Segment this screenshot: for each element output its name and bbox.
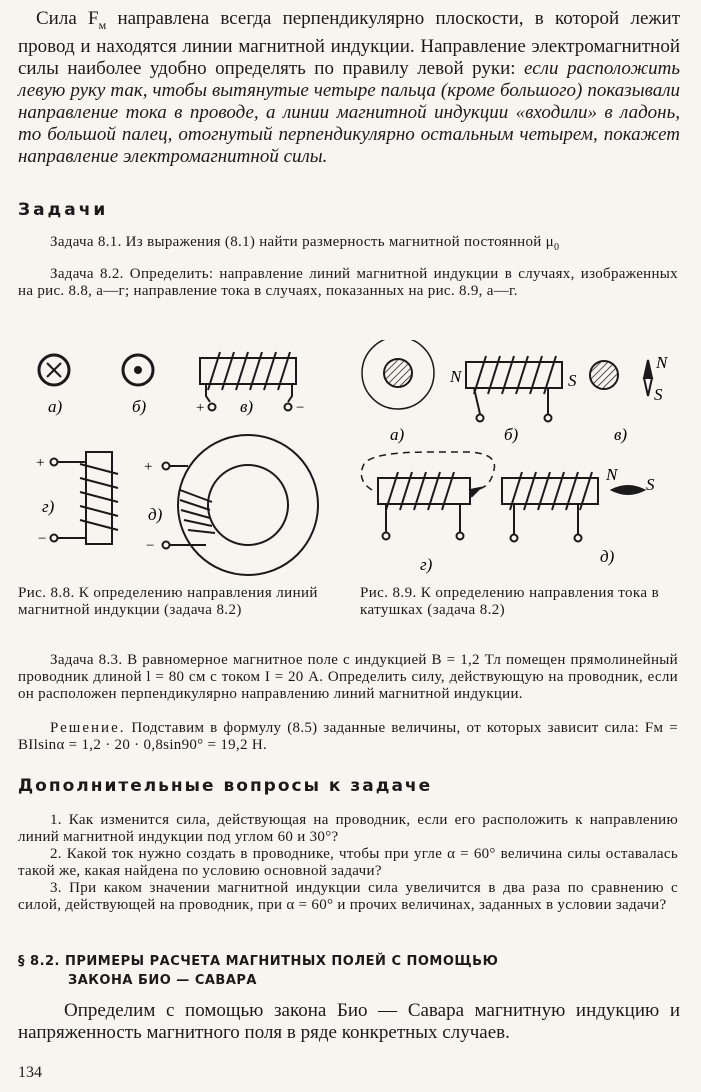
fig88-terminal-signs [36,400,304,554]
question-2: 2. Какой ток нужно создать в проводнике, чтобы при угле α = 60° величина силы оставалась такой же, какая найдена по условию основной задачи? [18,846,678,879]
section-title-line-1: § 8.2. ПРИМЕРЫ РАСЧЕТА МАГНИТНЫХ ПОЛЕЙ С ПОМОЩЬЮ [18,954,499,969]
task-8-2 [18,266,678,300]
fig89-v-north: N [656,353,668,372]
extra-questions-heading: Дополнительные вопросы к задаче [18,776,433,796]
fig89-label-b: б) [504,425,519,444]
fig88-label-b: б) [132,397,147,416]
fig88-label-d: д) [148,505,163,524]
task-8-1-label: Задача 8.1. [50,234,122,250]
fig89-b-coil [466,356,562,422]
fig89-v-conductor-compass [590,360,652,396]
solution-text: Подставим в формулу (8.5) заданные величины, от которых зависит сила: Fм = BIlsinα = 1,2 · 20 · 0,8sin90° = 19,2 Н. [18,720,678,753]
fig88-a-cross-symbol [39,355,69,385]
fig88-v-minus: − [296,400,305,416]
fig89-label-g: г) [420,555,433,574]
mu-subscript: 0 [554,242,560,253]
fig88-v-plus: + [196,400,205,416]
task-8-3 [18,652,678,703]
fig89-b-south: S [568,371,577,390]
page-number: 134 [18,1064,42,1081]
fig89-labels [390,425,627,574]
task-8-3-solution [18,720,678,754]
section-title-line-2: ЗАКОНА БИО — САВАРА [68,973,257,988]
fig88-d-toroid [163,435,319,575]
fig88-d-plus: + [144,459,153,475]
fig89-label-v: в) [614,425,628,444]
left-hand-rule: если расположить левую руку так, чтобы вытянутые четыре пальца (кроме большого) показывали направление тока в проводе, а линии магнитной индукции «входили» в ладонь, то большой палец, отогнутый перпендикулярно остальным четырем, покажет направление электромагнитной силы. [18,57,680,167]
fig89-label-a: а) [390,425,405,444]
task-8-1-text: Из выражения (8.1) найти размерность магнитной постоянной μ [121,234,555,250]
fig88-label-v: в) [240,397,254,416]
fig89-d-north: N [606,465,618,484]
question-3: 3. При каком значении магнитной индукции сила увеличится в два раза по сравнению с силой, действующей на проводник, при α = 60° и прочих величинах, заданных в условии задачи? [18,880,678,913]
force-subscript: м [98,17,107,32]
section-title [18,952,678,990]
fig88-label-a: а) [48,397,63,416]
fig89-caption: Рис. 8.9. К определению направления тока в катушках (задача 8.2) [360,585,660,618]
fig89-v-south: S [654,385,663,404]
fig88-d-minus: − [146,538,155,554]
closing-paragraph: Определим с помощью закона Био — Савара магнитную индукцию и напряженность магнитного поля в ряде конкретных случаев. [18,1000,680,1043]
intro-paragraph [18,8,680,168]
fig89-pole-letters [449,353,669,494]
fig89-g-coil [361,452,494,540]
fig88-g-minus: − [38,531,47,547]
solution-label: Решение. [50,720,126,736]
fig88-g-plus: + [36,455,45,471]
fig89-a-conductor [362,340,434,409]
question-1: 1. Как изменится сила, действующая на проводник, если его расположить к направлению линий магнитной индукции под углом 60 и 30°? [18,812,678,845]
fig88-caption: Рис. 8.8. К определению направления линий магнитной индукции (задача 8.2) [18,585,318,618]
intro-text-2: направлена всегда перпендикулярно плоскости, в которой лежит провод и находятся линии магнитной индукции. Направление электромагнитной силы наиболее удобно определять по правилу левой руки: [18,8,681,79]
task-8-1 [18,234,678,256]
fig88-label-g: г) [42,497,55,516]
fig89-label-d: д) [600,547,615,566]
fig89-d-coil [502,472,644,542]
intro-text-1: Сила F [36,8,99,29]
fig88-g-coil [51,452,119,544]
fig88-b-dot-symbol [123,355,153,385]
task-8-3-label: Задача 8.3. [50,652,123,668]
fig89-b-north: N [450,367,462,386]
figures-8-8-8-9 [0,340,701,590]
task-8-2-label: Задача 8.2. [50,266,124,282]
tasks-heading: Задачи [18,200,109,220]
task-8-2-text: Определить: направление линий магнитной индукции в случаях, изображенных на рис. 8.8, а—г; направление тока в случаях, показанных на рис. 8.9, а—г. [18,266,678,299]
task-8-3-text: В равномерное магнитное поле с индукцией B = 1,2 Тл помещен прямолинейный проводник длиной l = 80 см с током I = 20 А. Определить силу, действующую на проводник, если он расположен перпендикулярно направлению линий магнитной индукции. [18,652,678,702]
fig89-d-south: S [646,475,655,494]
